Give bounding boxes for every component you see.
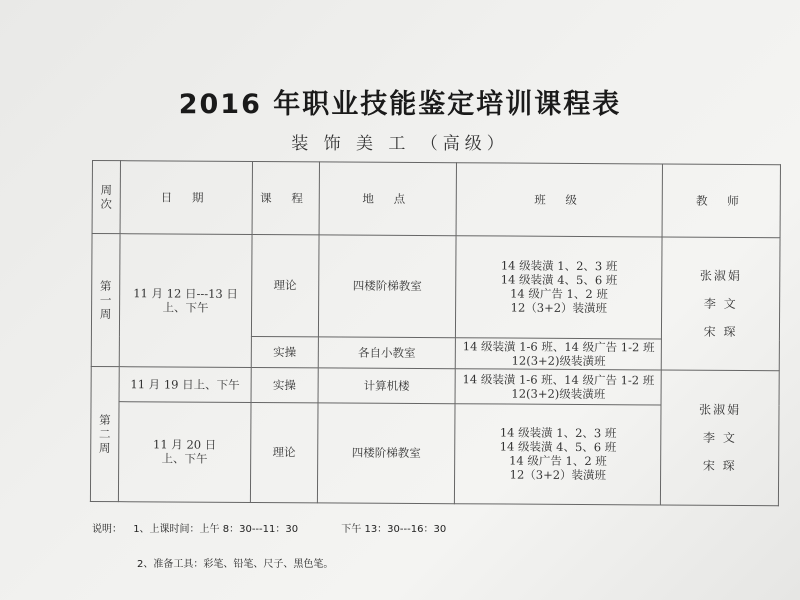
notes-label: 说明： — [92, 524, 122, 535]
header-location: 地 点 — [319, 162, 457, 236]
week2-date-practice: 11 月 19 日上、下午 — [119, 367, 251, 402]
header-row — [92, 161, 780, 238]
week2-location-theory: 四楼阶梯教室 — [317, 402, 455, 503]
notes-time-pm: 下午 13：30---16：30 — [341, 524, 447, 535]
week1-location-practice: 各自小教室 — [318, 337, 456, 369]
week2-classes-practice: 14 级装潢 1-6 班、14 级广告 1-2 班 12(3+2)级装潢班 — [455, 369, 661, 404]
notes-time-am: 1、上课时间：上午 8：30---11：30 — [133, 524, 299, 535]
week2-classes-theory: 14 级装潢 1、2、3 班 14 级装潢 4、5、6 班 14 级广告 1、2 班 12（3+2）装潢班 — [455, 403, 662, 505]
week1-location-theory: 四楼阶梯教室 — [318, 235, 456, 338]
week1-course-theory: 理论 — [251, 234, 318, 337]
header-week: 周 次 — [92, 161, 120, 234]
week2-date-theory: 11 月 20 日 上、下午 — [118, 401, 251, 502]
page-title: 2016 年职业技能鉴定培训课程表 — [178, 89, 622, 120]
table-row — [91, 367, 779, 405]
week2-teachers: 张淑娟 李 文 宋 琛 — [661, 370, 780, 505]
notes-time — [92, 520, 446, 535]
week1-course-practice: 实操 — [251, 337, 318, 368]
page-subtitle: 装 饰 美 工 （高级） — [291, 134, 509, 154]
notes-tools: 2、准备工具：彩笔、铅笔、尺子、黑色笔。 — [137, 559, 334, 570]
week1-classes-practice: 14 级装潢 1-6 班、14 级广告 1-2 班 12(3+2)级装潢班 — [456, 338, 662, 370]
header-course: 课 程 — [252, 161, 319, 234]
week1-classes-theory: 14 级装潢 1、2、3 班 14 级装潢 4、5、6 班 14 级广告 1、2 班 12（3+2）装潢班 — [456, 235, 663, 339]
week1-date: 11 月 12 日---13 日 上、下午 — [119, 233, 252, 367]
week1-label: 第 一 周 — [91, 233, 120, 367]
schedule-table — [90, 160, 781, 506]
week2-location-practice: 计算机楼 — [318, 368, 456, 403]
week2-course-theory: 理论 — [250, 402, 317, 503]
week2-label: 第 二 周 — [90, 367, 119, 502]
table-row — [91, 233, 780, 340]
header-teacher: 教 师 — [662, 164, 780, 237]
header-date: 日 期 — [120, 161, 252, 234]
header-class: 班 级 — [456, 163, 662, 237]
week2-course-practice: 实操 — [251, 368, 318, 403]
week1-teachers: 张淑娟 李 文 宋 琛 — [661, 237, 780, 371]
